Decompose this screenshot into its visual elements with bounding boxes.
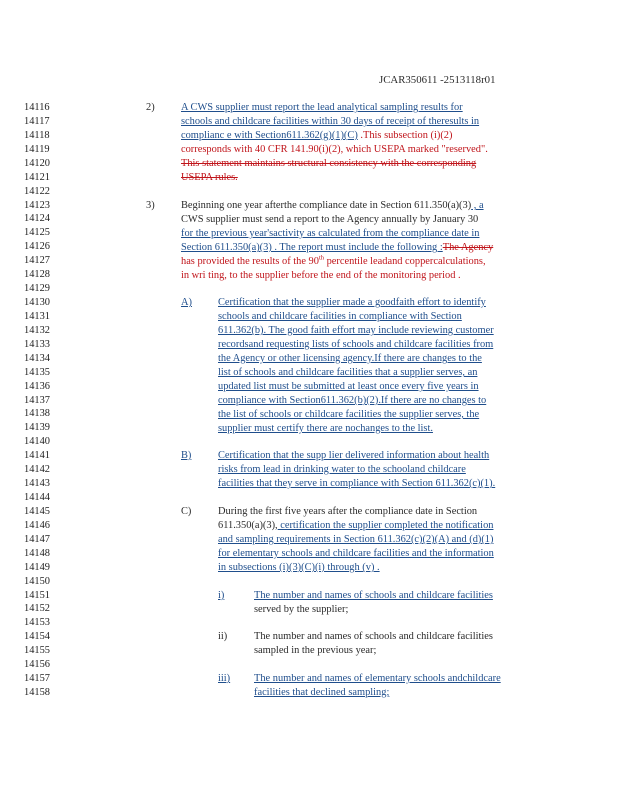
line-number: 14128 bbox=[24, 269, 50, 281]
sub-c-ii-label: ii) bbox=[218, 631, 228, 642]
item-2-line-1: A CWS supplier must report the lead analytical sampling results for bbox=[181, 102, 463, 113]
line-number: 14139 bbox=[24, 422, 50, 434]
line-number: 14147 bbox=[24, 533, 50, 545]
line-number: 14157 bbox=[24, 673, 50, 685]
item-2-label: 2) bbox=[146, 102, 155, 113]
line-number: 14153 bbox=[24, 617, 50, 629]
item-2-line-3a: complianc e with Section611.362(g)(1)(C) bbox=[181, 130, 358, 141]
line-number: 14140 bbox=[24, 436, 50, 448]
line-number: 14143 bbox=[24, 478, 50, 490]
sub-c-line-2a: 611.350(a)(3), bbox=[218, 520, 278, 531]
sub-c-ii-line-1: The number and names of schools and childcare facilities bbox=[254, 631, 493, 642]
item-2-line-5: This statement maintains structural consistency with the corresponding bbox=[181, 158, 477, 169]
item-2-line-3 bbox=[181, 129, 452, 143]
line-number: 14134 bbox=[24, 352, 50, 364]
line-number: 14126 bbox=[24, 241, 50, 253]
sub-a-line-5: the Agency or other licensing agency.If there are changes to the bbox=[218, 353, 482, 364]
line-number: 14124 bbox=[24, 213, 50, 225]
item-3-line-6: in wri ting, to the supplier before the end of the monitoring period . bbox=[181, 270, 461, 281]
line-number: 14136 bbox=[24, 380, 50, 392]
line-number: 14131 bbox=[24, 310, 50, 322]
line-number: 14119 bbox=[24, 143, 50, 155]
line-number: 14156 bbox=[24, 659, 50, 671]
line-number: 14122 bbox=[24, 185, 50, 197]
line-number: 14121 bbox=[24, 171, 50, 183]
line-number: 14116 bbox=[24, 102, 50, 113]
sub-c-i-line-1: The number and names of schools and childcare facilities bbox=[254, 590, 493, 601]
line-number: 14142 bbox=[24, 464, 50, 476]
line-number: 14146 bbox=[24, 519, 50, 531]
line-number: 14125 bbox=[24, 227, 50, 239]
line-number: 14151 bbox=[24, 589, 50, 601]
line-number: 14150 bbox=[24, 575, 50, 587]
line-number: 14155 bbox=[24, 645, 50, 657]
item-3-line-4 bbox=[181, 241, 493, 255]
item-2-line-2: schools and childcare facilities within 30 days of receipt of theresults in bbox=[181, 116, 480, 127]
item-2-line-4: corresponds with 40 CFR 141.90(i)(2), which USEPA marked "reserved". bbox=[181, 144, 488, 155]
sub-c-i-line-2: served by the supplier; bbox=[254, 604, 349, 615]
sub-c-line-1: During the first five years after the compliance date in Section bbox=[218, 506, 478, 517]
item-3-line-4b: The Agency bbox=[442, 242, 494, 253]
line-number: 14152 bbox=[24, 603, 50, 615]
line-number: 14138 bbox=[24, 408, 50, 420]
item-3-line-2: CWS supplier must send a report to the Agency annually by January 30 bbox=[181, 214, 479, 225]
sub-c-line-2b: certification the supplier completed the notification bbox=[277, 520, 494, 531]
sub-c-ii-line-2: sampled in the previous year; bbox=[254, 645, 377, 656]
item-3-line-5-superscript: th bbox=[318, 254, 324, 262]
item-2-line-6: USEPA rules. bbox=[181, 172, 238, 183]
sub-a-line-8: compliance with Section611.362(b)(2).If there are no changes to bbox=[218, 395, 487, 406]
sub-b-line-1: Certification that the supp lier delivered information about health bbox=[218, 450, 490, 461]
line-number: 14144 bbox=[24, 492, 50, 504]
line-number: 14133 bbox=[24, 338, 50, 350]
sub-b-line-3: facilities that they serve in compliance with Section 611.362(c)(1). bbox=[218, 478, 496, 489]
line-number: 14137 bbox=[24, 394, 50, 406]
sub-c-line-4: for elementary schools and childcare facilities and the information bbox=[218, 548, 494, 559]
line-number: 14135 bbox=[24, 366, 50, 378]
line-number: 14141 bbox=[24, 450, 50, 462]
sub-a-label: A) bbox=[181, 297, 192, 308]
line-number: 14132 bbox=[24, 324, 50, 336]
sub-c-i-label: i) bbox=[218, 590, 225, 601]
item-3-line-3: for the previous year'sactivity as calculated from the compliance date in bbox=[181, 228, 480, 239]
item-3-line-1 bbox=[181, 199, 484, 213]
sub-a-line-4: recordsand requesting lists of schools and childcare facilities from bbox=[218, 339, 494, 350]
item-3-line-5b: percentile leadand coppercalculations, bbox=[324, 256, 486, 267]
line-number: 14118 bbox=[24, 129, 50, 141]
line-number: 14120 bbox=[24, 157, 50, 169]
sub-c-line-2 bbox=[218, 519, 493, 533]
sub-c-iii-label: iii) bbox=[218, 673, 231, 684]
sub-c-label: C) bbox=[181, 506, 192, 517]
sub-a-line-2: schools and childcare facilities in compliance with Section bbox=[218, 311, 462, 322]
item-2-line-3b: .This subsection (i)(2) bbox=[357, 130, 453, 141]
item-3-label: 3) bbox=[146, 200, 155, 211]
sub-b-label: B) bbox=[181, 450, 192, 461]
item-3-line-1b: , a bbox=[471, 200, 484, 211]
sub-a-line-3: 611.362(b). The good faith effort may include reviewing customer bbox=[218, 325, 494, 336]
line-number: 14127 bbox=[24, 255, 50, 267]
line-number: 14130 bbox=[24, 297, 50, 309]
line-number: 14149 bbox=[24, 561, 50, 573]
sub-c-line-5: in subsections (i)(3)(C)(i) through (v) . bbox=[218, 562, 380, 573]
line-number: 14154 bbox=[24, 631, 50, 643]
sub-a-line-6: list of schools and childcare facilities that a supplier serves, an bbox=[218, 367, 478, 378]
item-3-line-4a: Section 611.350(a)(3) . The report must include the following : bbox=[181, 242, 443, 253]
line-number: 14158 bbox=[24, 687, 50, 699]
document-header-id: JCAR350611 -2513118r01 bbox=[379, 74, 496, 86]
line-number: 14123 bbox=[24, 199, 50, 211]
item-3-line-5 bbox=[181, 255, 486, 269]
sub-a-line-1: Certification that the supplier made a goodfaith effort to identify bbox=[218, 297, 486, 308]
line-number: 14117 bbox=[24, 115, 50, 127]
sub-c-line-3: and sampling requirements in Section 611.362(c)(2)(A) and (d)(1) bbox=[218, 534, 494, 545]
sub-a-line-7: updated list must be submitted at least once every five years in bbox=[218, 381, 479, 392]
sub-c-iii-line-1: The number and names of elementary schools andchildcare bbox=[254, 673, 501, 684]
line-number: 14148 bbox=[24, 547, 50, 559]
sub-c-iii-line-2: facilities that declined sampling; bbox=[254, 687, 390, 698]
line-number: 14129 bbox=[24, 283, 50, 295]
line-number: 14145 bbox=[24, 505, 50, 517]
sub-b-line-2: risks from lead in drinking water to the schooland childcare bbox=[218, 464, 466, 475]
item-3-line-1a: Beginning one year afterthe compliance date in Section 611.350(a)(3) bbox=[181, 200, 472, 211]
item-3-line-5a: has provided the results of the 90 bbox=[181, 256, 319, 267]
sub-a-line-9: the list of schools or childcare facilities the supplier serves, the bbox=[218, 409, 480, 420]
sub-a-line-10: supplier must certify there are nochanges to the list. bbox=[218, 423, 433, 434]
